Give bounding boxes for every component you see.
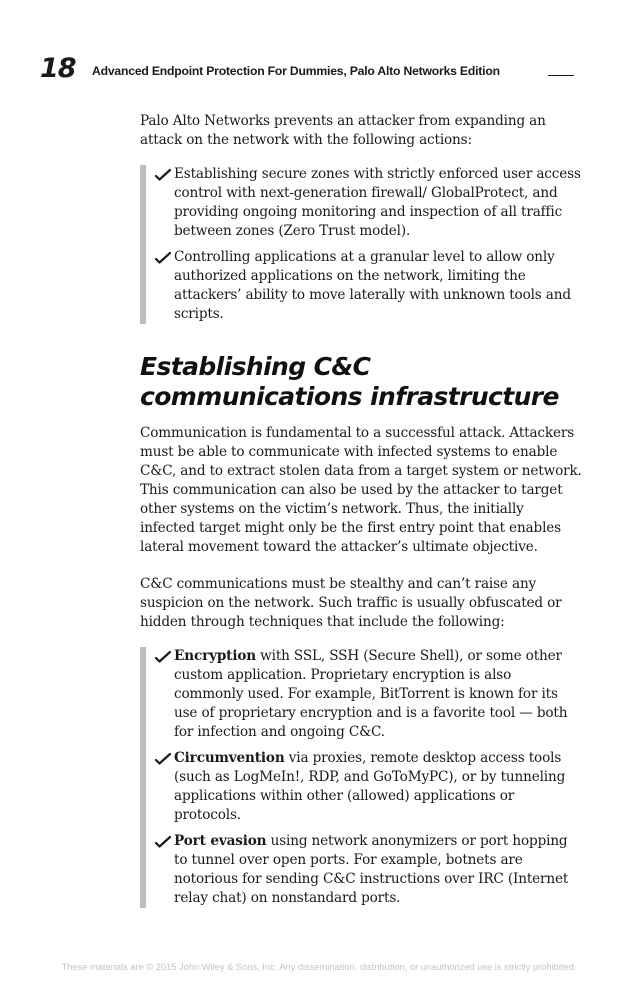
list-item: [174, 248, 582, 324]
list-item: [174, 647, 582, 742]
page-number: 18: [40, 53, 76, 84]
list-item-text: Establishing secure zones with strictly enforced user access control with next-generation firewall/ GlobalProtect, and providing ongoing monitoring and inspection of all traffic between zones (Zero Trust model).: [174, 166, 581, 239]
running-head: Advanced Endpoint Protection For Dummies, Palo Alto Networks Edition: [92, 64, 500, 78]
check-icon: [155, 169, 171, 181]
list-item-term: Circumvention: [174, 750, 285, 766]
intro-paragraph: Palo Alto Networks prevents an attacker from expanding an attack on the network with the following actions:: [140, 113, 546, 148]
list-bar: [140, 647, 146, 908]
list-item: [174, 749, 582, 825]
section-heading: Establishing C&C communications infrastructure: [140, 352, 559, 411]
check-icon: [155, 252, 171, 264]
header-rule: [548, 75, 574, 76]
check-icon: [155, 651, 171, 663]
check-icon: [155, 753, 171, 765]
actions-list: [140, 165, 582, 324]
page-content: [140, 112, 582, 908]
list-item: [174, 165, 582, 241]
page-header: [40, 54, 580, 84]
list-item-text: Controlling applications at a granular level to allow only authorized applications on the network, limiting the attackers’ ability to move laterally with unknown tools and scripts.: [174, 249, 571, 322]
check-icon: [155, 836, 171, 848]
techniques-list: [140, 647, 582, 908]
list-item-term: Encryption: [174, 648, 256, 664]
list-item: [174, 832, 582, 908]
copyright-footer: These materials are © 2015 John Wiley & Sons, Inc. Any dissemination, distribution, or unauthorized use is strictly prohibited.: [61, 962, 577, 972]
body-paragraph: C&C communications must be stealthy and can’t raise any suspicion on the network. Such traffic is usually obfuscated or hidden through techniques that include the following:: [140, 576, 562, 630]
list-item-text: with SSL, SSH (Secure Shell), or some other custom application. Proprietary encryption is also commonly used. For example, BitTorrent is known for its use of proprietary encryption and is a favorite tool — both for infection and ongoing C&C.: [174, 648, 568, 740]
body-paragraph: Communication is fundamental to a successful attack. Attackers must be able to communicate with infected systems to enable C&C, and to extract stolen data from a target system or network. This communication can also be used by the attacker to target other systems on the victim’s network. Thus, the initially infected target might only be the first entry point that enables lateral movement toward the attacker’s ultimate objective.: [140, 425, 582, 555]
list-item-text: via proxies, remote desktop access tools (such as LogMeIn!, RDP, and GoToMyPC), or by tunneling applications within other (allowed) applications or protocols.: [174, 750, 566, 823]
list-bar: [140, 165, 146, 324]
list-item-text: using network anonymizers or port hopping to tunnel over open ports. For example, botnets are notorious for sending C&C instructions over IRC (Internet relay chat) on nonstandard ports.: [174, 833, 569, 906]
list-item-term: Port evasion: [174, 833, 267, 849]
